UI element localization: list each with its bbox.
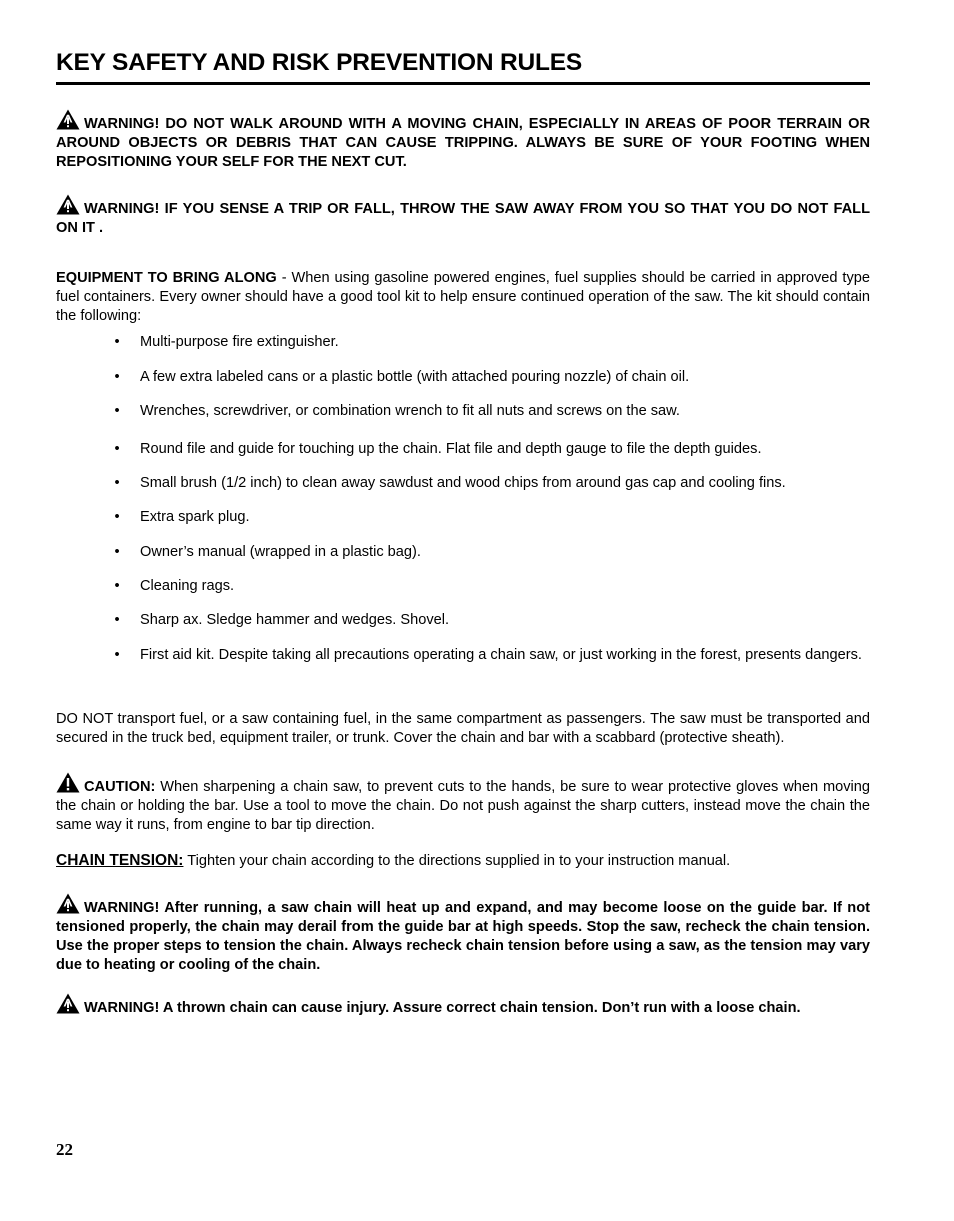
page-title: KEY SAFETY AND RISK PREVENTION RULES	[56, 47, 870, 85]
list-item: • Multi-purpose fire extinguisher.	[112, 333, 870, 352]
warning-text: WARNING! A thrown chain can cause injury. Assure correct chain tension. Don’t run with a loose chain.	[84, 1000, 801, 1016]
warning-icon	[56, 109, 80, 130]
equipment-paragraph	[56, 269, 870, 326]
list-item: • First aid kit. Despite taking all precautions operating a chain saw, or just working in the forest, presents dangers.	[112, 646, 870, 665]
warning-icon	[56, 893, 80, 914]
caution-text: When sharpening a chain saw, to prevent cuts to the hands, be sure to wear protective gloves when moving the chain or holding the bar. Use a tool to move the chain. Do not push against the sharp cutters, instead move the chain the same way it runs, from engine to bar tip direction.	[56, 779, 870, 833]
page-number: 22	[56, 1140, 73, 1159]
caution-icon	[56, 772, 80, 793]
bullet: •	[114, 403, 120, 419]
equipment-text: - When using gasoline powered engines, fuel supplies should be carried in approved type fuel containers. Every owner should have a good tool kit to help ensure continued operation of the saw. The kit should contain the following:	[56, 270, 871, 324]
warning-text: WARNING! IF YOU SENSE A TRIP OR FALL, THROW THE SAW AWAY FROM YOU SO THAT YOU DO NOT FALL ON IT .	[56, 201, 870, 236]
bullet: •	[114, 475, 120, 491]
bullet: •	[114, 647, 120, 663]
bullet: •	[114, 578, 120, 594]
chain-tension-paragraph	[56, 851, 870, 871]
chain-tension-text: Tighten your chain according to the directions supplied in to your instruction manual.	[183, 853, 731, 869]
warning-thrown-chain	[56, 993, 870, 1018]
bullet: •	[114, 612, 120, 628]
warning-text: WARNING! After running, a saw chain will heat up and expand, and may become loose on the guide bar. If not tensioned properly, the chain may derail from the guide bar at high speeds. Stop the saw, recheck the chain tension. Use the proper steps to tension the chain. Always recheck chain tension before using a saw, as the tension may vary due to heating or cooling of the chain.	[56, 900, 870, 973]
caution-label: CAUTION:	[84, 779, 156, 795]
bullet: •	[114, 544, 120, 560]
list-item: • Wrenches, screwdriver, or combination wrench to fit all nuts and screws on the saw.	[112, 402, 870, 421]
list-item: • A few extra labeled cans or a plastic bottle (with attached pouring nozzle) of chain oil.	[112, 368, 870, 387]
warning-trip-fall	[56, 194, 870, 238]
warning-text: WARNING! DO NOT WALK AROUND WITH A MOVING CHAIN, ESPECIALLY IN AREAS OF POOR TERRAIN OR AROUND OBJECTS OR DEBRIS THAT CAN CAUSE TRIPPING. ALWAYS BE SURE OF YOUR FOOTING WHEN REPOSITIONING YOUR SELF FOR THE NEXT CUT.	[56, 116, 870, 170]
caution-paragraph	[56, 772, 870, 835]
bullet: •	[114, 509, 120, 525]
bullet: •	[114, 369, 120, 385]
bullet: •	[114, 441, 120, 457]
list-item: • Cleaning rags.	[112, 577, 870, 596]
warning-walking	[56, 109, 870, 172]
warning-heat-expand	[56, 893, 870, 975]
list-item: • Owner’s manual (wrapped in a plastic bag).	[112, 543, 870, 562]
list-item: • Extra spark plug.	[112, 508, 870, 527]
list-item: • Round file and guide for touching up the chain. Flat file and depth gauge to file the depth guides.	[112, 440, 870, 459]
bullet: •	[114, 334, 120, 350]
list-item: • Sharp ax. Sledge hammer and wedges. Shovel.	[112, 611, 870, 630]
equipment-heading: EQUIPMENT TO BRING ALONG	[56, 270, 277, 286]
chain-tension-label: CHAIN TENSION:	[56, 852, 184, 869]
warning-icon	[56, 194, 80, 215]
warning-icon	[56, 993, 80, 1014]
list-item: • Small brush (1/2 inch) to clean away sawdust and wood chips from around gas cap and cooling fins.	[112, 474, 870, 493]
transport-paragraph: DO NOT transport fuel, or a saw containing fuel, in the same compartment as passengers. The saw must be transported and secured in the truck bed, equipment trailer, or trunk. Cover the chain and bar with a scabbard (protective sheath).	[56, 711, 870, 746]
